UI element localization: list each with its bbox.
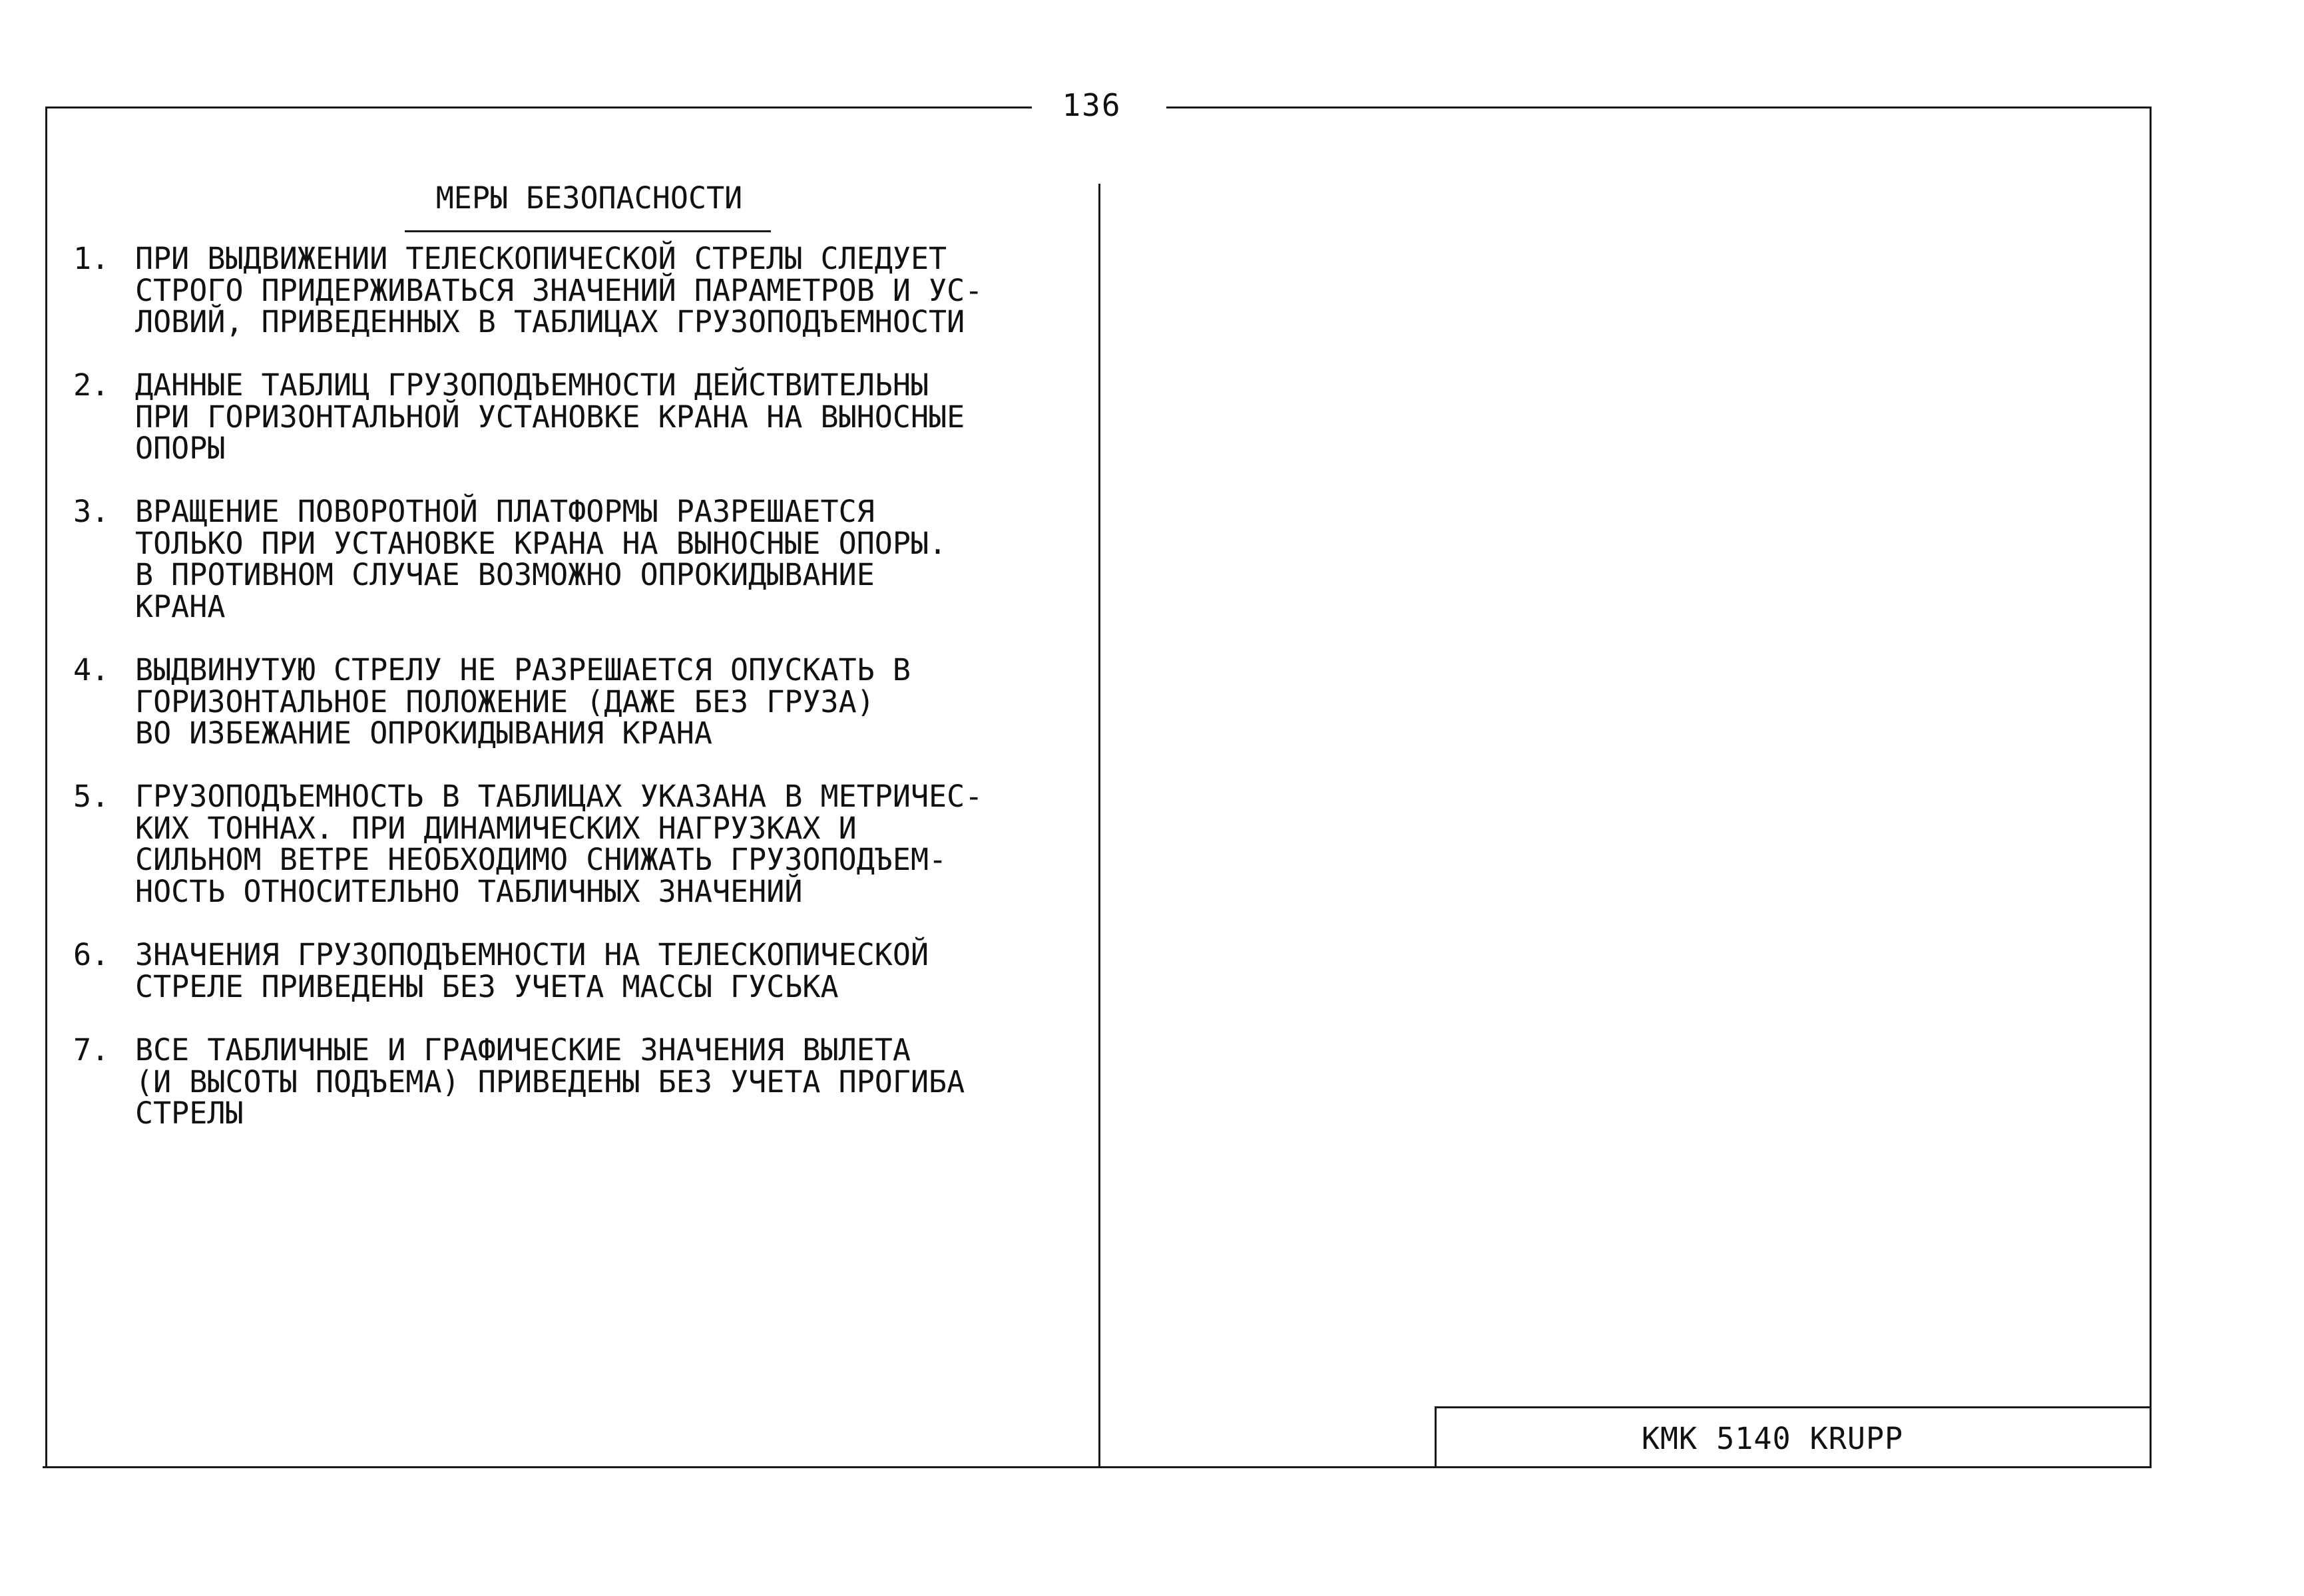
frame-right xyxy=(2150,106,2152,1468)
rule-number: 5. xyxy=(73,779,110,814)
rule-number: 6. xyxy=(73,937,110,972)
rule-text: ПРИ ВЫДВИЖЕНИИ ТЕЛЕСКОПИЧЕСКОЙ СТРЕЛЫ СЛЕДУЕТ СТРОГО ПРИДЕРЖИВАТЬСЯ ЗНАЧЕНИЙ ПАРАМЕТРОВ И УС- ЛОВИЙ, ПРИВЕДЕННЫХ В ТАБЛИЦАХ ГРУЗОПОДЪЕМНОСТИ xyxy=(135,241,983,339)
rule-number: 3. xyxy=(73,494,110,529)
column-divider xyxy=(1098,184,1100,1468)
rule-text: ВРАЩЕНИЕ ПОВОРОТНОЙ ПЛАТФОРМЫ РАЗРЕШАЕТСЯ ТОЛЬКО ПРИ УСТАНОВКЕ КРАНА НА ВЫНОСНЫЕ ОПОРЫ. В ПРОТИВНОМ СЛУЧАЕ ВОЗМОЖНО ОПРОКИДЫВАНИЕ КРАНА xyxy=(135,494,947,624)
rule-number: 1. xyxy=(73,241,110,276)
page-number: 136 xyxy=(1062,87,1122,123)
rule-text: ЗНАЧЕНИЯ ГРУЗОПОДЪЕМНОСТИ НА ТЕЛЕСКОПИЧЕСКОЙ СТРЕЛЕ ПРИВЕДЕНЫ БЕЗ УЧЕТА МАССЫ ГУСЬКА xyxy=(135,937,929,1004)
rule-number: 2. xyxy=(73,367,110,403)
title-block xyxy=(1435,1408,2150,1469)
frame-top-left xyxy=(47,106,1032,108)
rule-text: ВЫДВИНУТУЮ СТРЕЛУ НЕ РАЗРЕШАЕТСЯ ОПУСКАТЬ В ГОРИЗОНТАЛЬНОЕ ПОЛОЖЕНИЕ (ДАЖЕ БЕЗ ГРУЗА) ВО ИЗБЕЖАНИЕ ОПРОКИДЫВАНИЯ КРАНА xyxy=(135,652,911,751)
rule-number: 7. xyxy=(73,1032,110,1068)
frame-top-right xyxy=(1166,106,2152,108)
rule-number: 4. xyxy=(73,652,110,688)
rule-text: ВСЕ ТАБЛИЧНЫЕ И ГРАФИЧЕСКИЕ ЗНАЧЕНИЯ ВЫЛЕТА (И ВЫСОТЫ ПОДЪЕМА) ПРИВЕДЕНЫ БЕЗ УЧЕТА ПРОГИБА СТРЕЛЫ xyxy=(135,1032,965,1131)
rule-text: ГРУЗОПОДЪЕМНОСТЬ В ТАБЛИЦАХ УКАЗАНА В МЕТРИЧЕС- КИХ ТОННАХ. ПРИ ДИНАМИЧЕСКИХ НАГРУЗКАХ И СИЛЬНОМ ВЕТРЕ НЕОБХОДИМО СНИЖАТЬ ГРУЗОПОДЪЕМ- НОСТЬ ОТНОСИТЕЛЬНО ТАБЛИЧНЫХ ЗНАЧЕНИЙ xyxy=(135,779,983,909)
rule-text: ДАННЫЕ ТАБЛИЦ ГРУЗОПОДЪЕМНОСТИ ДЕЙСТВИТЕЛЬНЫ ПРИ ГОРИЗОНТАЛЬНОЙ УСТАНОВКЕ КРАНА НА ВЫНОСНЫЕ ОПОРЫ xyxy=(135,367,965,466)
section-heading: МЕРЫ БЕЗОПАСНОСТИ xyxy=(435,180,743,216)
heading-underline xyxy=(405,230,771,232)
document-code: КМК 5140 KRUPP xyxy=(1641,1420,1904,1456)
frame-left xyxy=(45,106,47,1468)
